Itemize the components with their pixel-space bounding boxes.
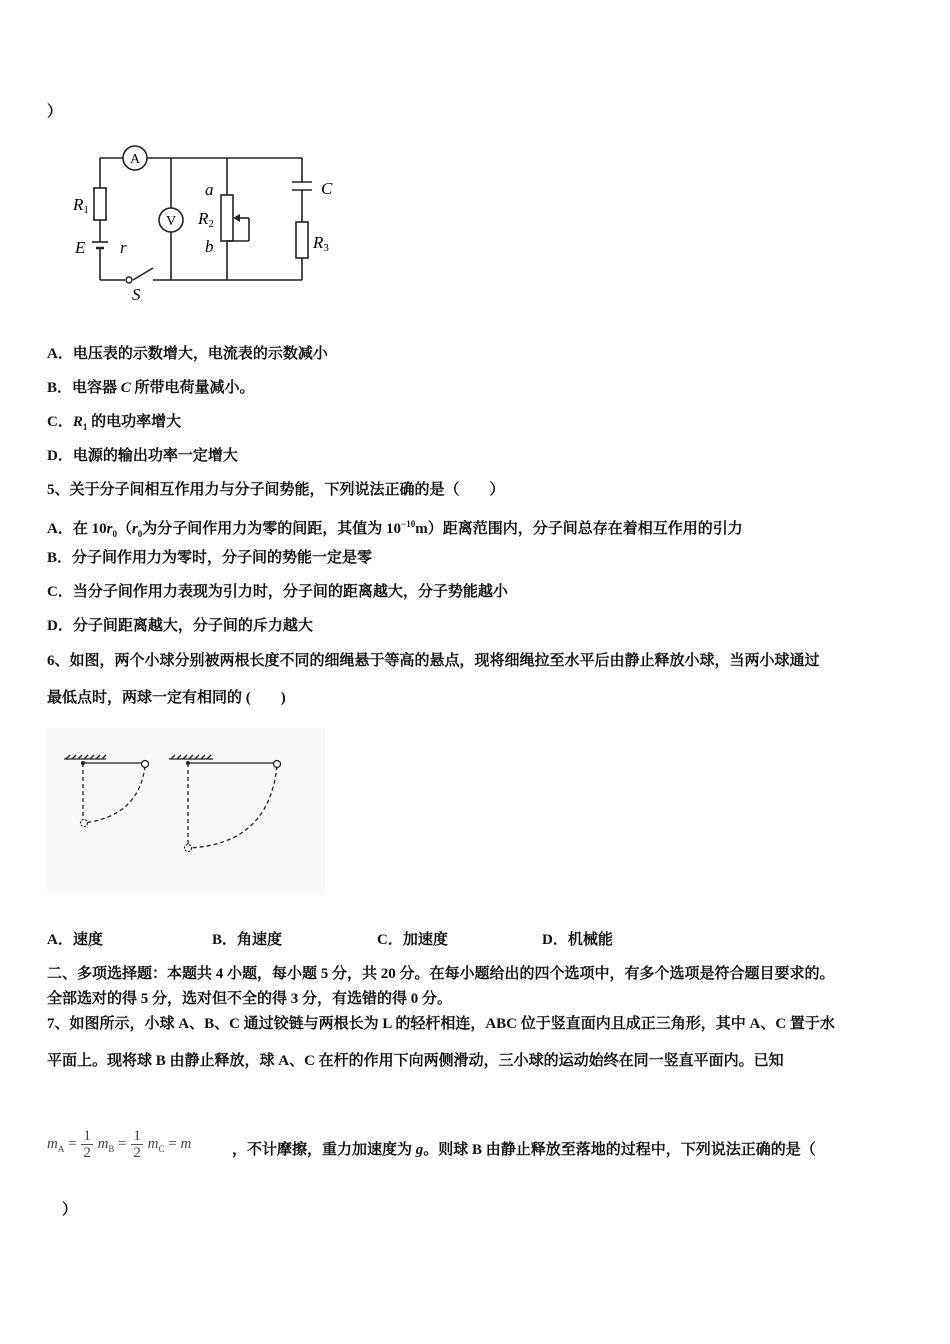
q6-option-c: C．加速度 <box>377 932 448 948</box>
ammeter-label: A <box>129 152 141 167</box>
q7-stem-line2: 平面上。现将球 B 由静止释放，球 A、C 在杆的作用下向两侧滑动，三小球的运动始终在同一竖直平面内。已知 <box>47 1053 784 1069</box>
q6-option-b: B．角速度 <box>212 932 283 948</box>
q6-stem-line2: 最低点时，两球一定有相同的 ( ) <box>47 690 286 706</box>
q5-option-a: A．在 $10r_0(r_0$为分子间作用力为零的间距，其值为 $10^{-10}m$）距离范围内，分子间总存在着相互作用的引力 <box>47 519 743 539</box>
pendulum-figure <box>47 728 325 894</box>
closing-paren-prev-question: ） <box>47 104 63 120</box>
c-label: C <box>321 179 333 198</box>
q5-option-c: C．当分子间作用力表现为引力时，分子间的距离越大，分子势能越小 <box>47 584 508 600</box>
a-label: a <box>205 180 214 199</box>
q4-option-d: D．电源的输出功率一定增大 <box>47 448 238 464</box>
q5-stem: 5、关于分子间相互作用力与分子间势能，下列说法正确的是（ ） <box>47 482 505 498</box>
svg-text:R3 <box>312 233 329 254</box>
circuit-diagram <box>65 140 355 305</box>
b-label: b <box>205 237 214 256</box>
r2-sub: 2 <box>208 218 214 230</box>
q5-option-b: B．分子间作用力为零时，分子间的势能一定是零 <box>47 550 373 566</box>
q7-stem-line3: ，不计摩擦，重力加速度为 g。则球 B 由静止释放至落地的过程中，下列说法正确的是（ <box>232 1142 816 1158</box>
q6-option-d: D．机械能 <box>542 932 613 948</box>
q4-option-b: B．电容器 C 所带电荷量减小。 <box>47 380 255 396</box>
q7-stem-line1: 7、如图所示，小球 A、B、C 通过铰链与两根长为 L 的轻杆相连，ABC 位于竖直面内且成正三角形，其中 A、C 置于水 <box>47 1016 835 1032</box>
q4-option-c: C．$R_1$ 的电功率增大 <box>47 414 182 432</box>
emf-label: E <box>75 238 86 257</box>
q6-stem-line1: 6、如图，两个小球分别被两根长度不同的细绳悬于等高的悬点，现将细绳拉至水平后由静止释放小球，当两小球通过 <box>47 653 820 669</box>
svg-text:R1 <box>72 195 89 216</box>
q7-closing-paren: ） <box>62 1202 78 1218</box>
q7-mass-equation: $m_A$ = $\frac{1}{2}$ $m_B$ = $\frac{1}{2}$ $m_C = m$ <box>47 1128 192 1161</box>
q6-option-a: A．速度 <box>47 932 103 948</box>
r2-label: R <box>198 209 209 228</box>
r3-sub: 3 <box>323 242 329 254</box>
voltmeter-label: V <box>165 214 177 229</box>
internal-r-label: r <box>120 238 127 257</box>
section2-heading-line1: 二、多项选择题：本题共 4 小题，每小题 5 分，共 20 分。在每小题给出的四个选项中，有多个选项是符合题目要求的。 <box>47 966 835 982</box>
q5-option-d: D．分子间距离越大，分子间的斥力越大 <box>47 618 313 634</box>
r3-label: R <box>313 233 324 252</box>
r1-label: R <box>73 195 84 214</box>
q4-option-a: A．电压表的示数增大，电流表的示数减小 <box>47 346 328 362</box>
section2-heading-line2: 全部选对的得 5 分，选对但不全的得 3 分，有选错的得 0 分。 <box>47 991 453 1007</box>
svg-text:R2 <box>197 209 214 230</box>
r1-sub: 1 <box>83 204 89 216</box>
switch-label: S <box>132 285 141 304</box>
